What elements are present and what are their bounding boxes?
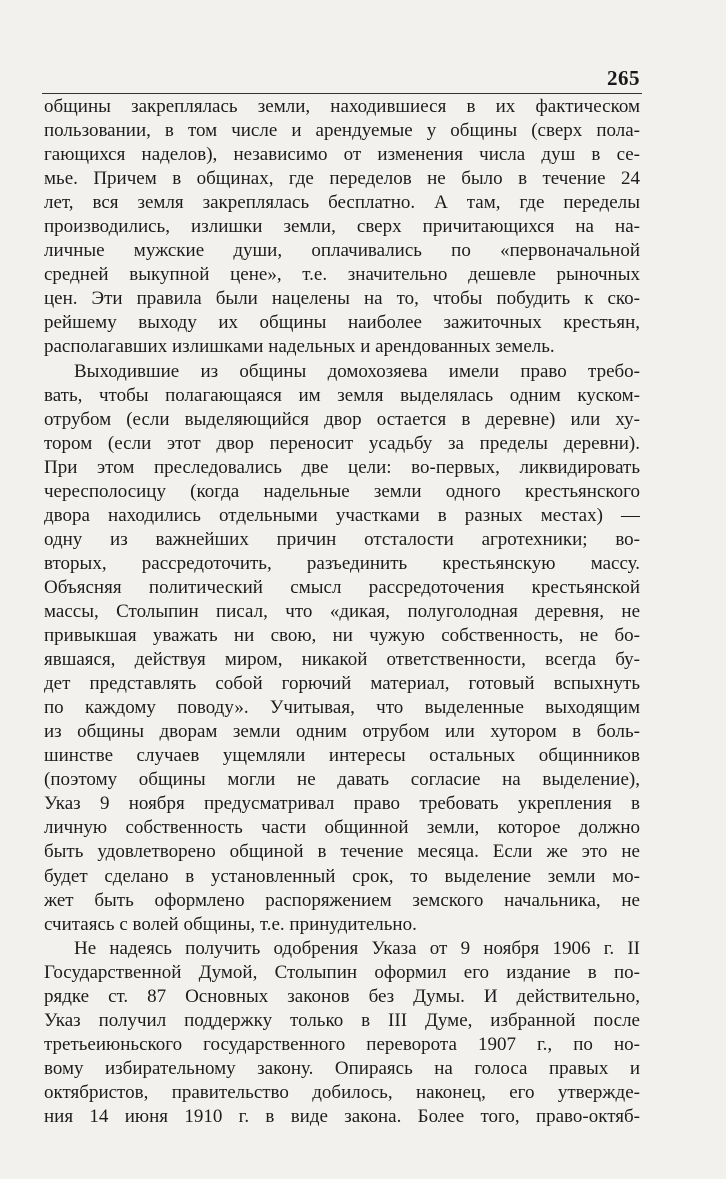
text-line: массы, Столыпин писал, что «дикая, полуголодная деревня, не <box>44 600 640 622</box>
text-line: быть удовлетворено общиной в течение месяца. Если же это не <box>44 841 640 863</box>
text-line: рейшему выходу их общины наиболее зажиточных крестьян, <box>44 312 640 334</box>
text-line: При этом преследовались две цели: во-первых, ликвидировать <box>44 456 640 478</box>
text-line: вторых, рассредоточить, разъединить крестьянскую массу. <box>44 552 640 574</box>
text-line: Государственной Думой, Столыпин оформил его издание в по- <box>44 961 640 983</box>
text-line: Выходившие из общины домохозяева имели право требо- <box>74 360 640 382</box>
text-line: вать, чтобы полагающаяся им земля выделялась одним куском- <box>44 384 640 406</box>
text-line: лет, вся земля закреплялась бесплатно. А там, где переделы <box>44 192 640 214</box>
text-line: третьеиюньского государственного переворота 1907 г., по но- <box>44 1033 640 1055</box>
text-line: считаясь с волей общины, т.е. принудительно. <box>44 913 417 935</box>
text-line: общины закреплялась земли, находившиеся в их фактическом <box>44 96 640 117</box>
text-line: шинстве случаев ущемляли интересы остальных общинников <box>44 745 640 767</box>
text-line: (поэтому общины могли не давать согласие на выделение), <box>44 769 640 791</box>
text-line: производились, излишки земли, сверх причитающихся на на- <box>44 216 640 238</box>
text-line: цен. Эти правила были нацелены на то, чтобы побудить к ско- <box>44 288 640 310</box>
text-line: рядке ст. 87 Основных законов без Думы. И действительно, <box>44 985 640 1007</box>
text-line: пользовании, в том числе и арендуемые у общины (сверх пола- <box>44 120 640 142</box>
text-line: располагавших излишками надельных и арендованных земель. <box>44 336 555 358</box>
text-line: отрубом (если выделяющийся двор остается в деревне) или ху- <box>44 408 640 430</box>
text-line: явшаяся, действуя миром, никакой ответственности, всегда бу- <box>44 649 640 671</box>
text-line: по каждому поводу». Учитывая, что выделенные выходящим <box>44 697 640 719</box>
text-line: Указ получил поддержку только в III Думе, избранной после <box>44 1009 640 1031</box>
text-line: средней выкупной цене», т.е. значительно дешевле рыночных <box>44 264 640 286</box>
text-line: тором (если этот двор переносит усадьбу за пределы деревни). <box>44 432 640 454</box>
text-line: жет быть оформлено распоряжением земского начальника, не <box>44 889 640 911</box>
text-line: мье. Причем в общинах, где переделов не было в течение 24 <box>44 168 640 190</box>
text-line: октябристов, правительство добилось, наконец, его утвержде- <box>44 1081 640 1103</box>
page-number: 265 <box>607 66 640 90</box>
text-line: гающихся наделов), независимо от изменения числа душ в се- <box>44 144 640 166</box>
body-text <box>44 95 640 1129</box>
text-line: Объясняя политический смысл рассредоточения крестьянской <box>44 576 640 598</box>
text-line: ния 14 июня 1910 г. в виде закона. Более того, право-октяб- <box>44 1105 640 1127</box>
text-line: привыкшая уважать ни свою, ни чужую собственность, не бо- <box>44 625 640 647</box>
text-line: будет сделано в установленный срок, то выделение земли мо- <box>44 865 640 887</box>
header-rule <box>42 93 642 94</box>
text-line: личную собственность части общинной земли, которое должно <box>44 817 640 839</box>
text-line: Указ 9 ноября предусматривал право требовать укрепления в <box>44 793 640 815</box>
text-line: двора находились отдельными участками в разных местах) — <box>44 504 640 526</box>
text-line: дет представлять собой горючий материал, готовый вспыхнуть <box>44 673 640 695</box>
text-line: личные мужские души, оплачивались по «первоначальной <box>44 240 640 262</box>
text-line: одну из важнейших причин отсталости агротехники; во- <box>44 528 640 550</box>
text-line: Не надеясь получить одобрения Указа от 9 ноября 1906 г. II <box>74 937 640 959</box>
text-line: из общины дворам земли одним отрубом или хутором в боль- <box>44 721 640 743</box>
text-line: чересполосицу (когда надельные земли одного крестьянского <box>44 480 640 502</box>
text-line: вому избирательному закону. Опираясь на голоса правых и <box>44 1057 640 1079</box>
